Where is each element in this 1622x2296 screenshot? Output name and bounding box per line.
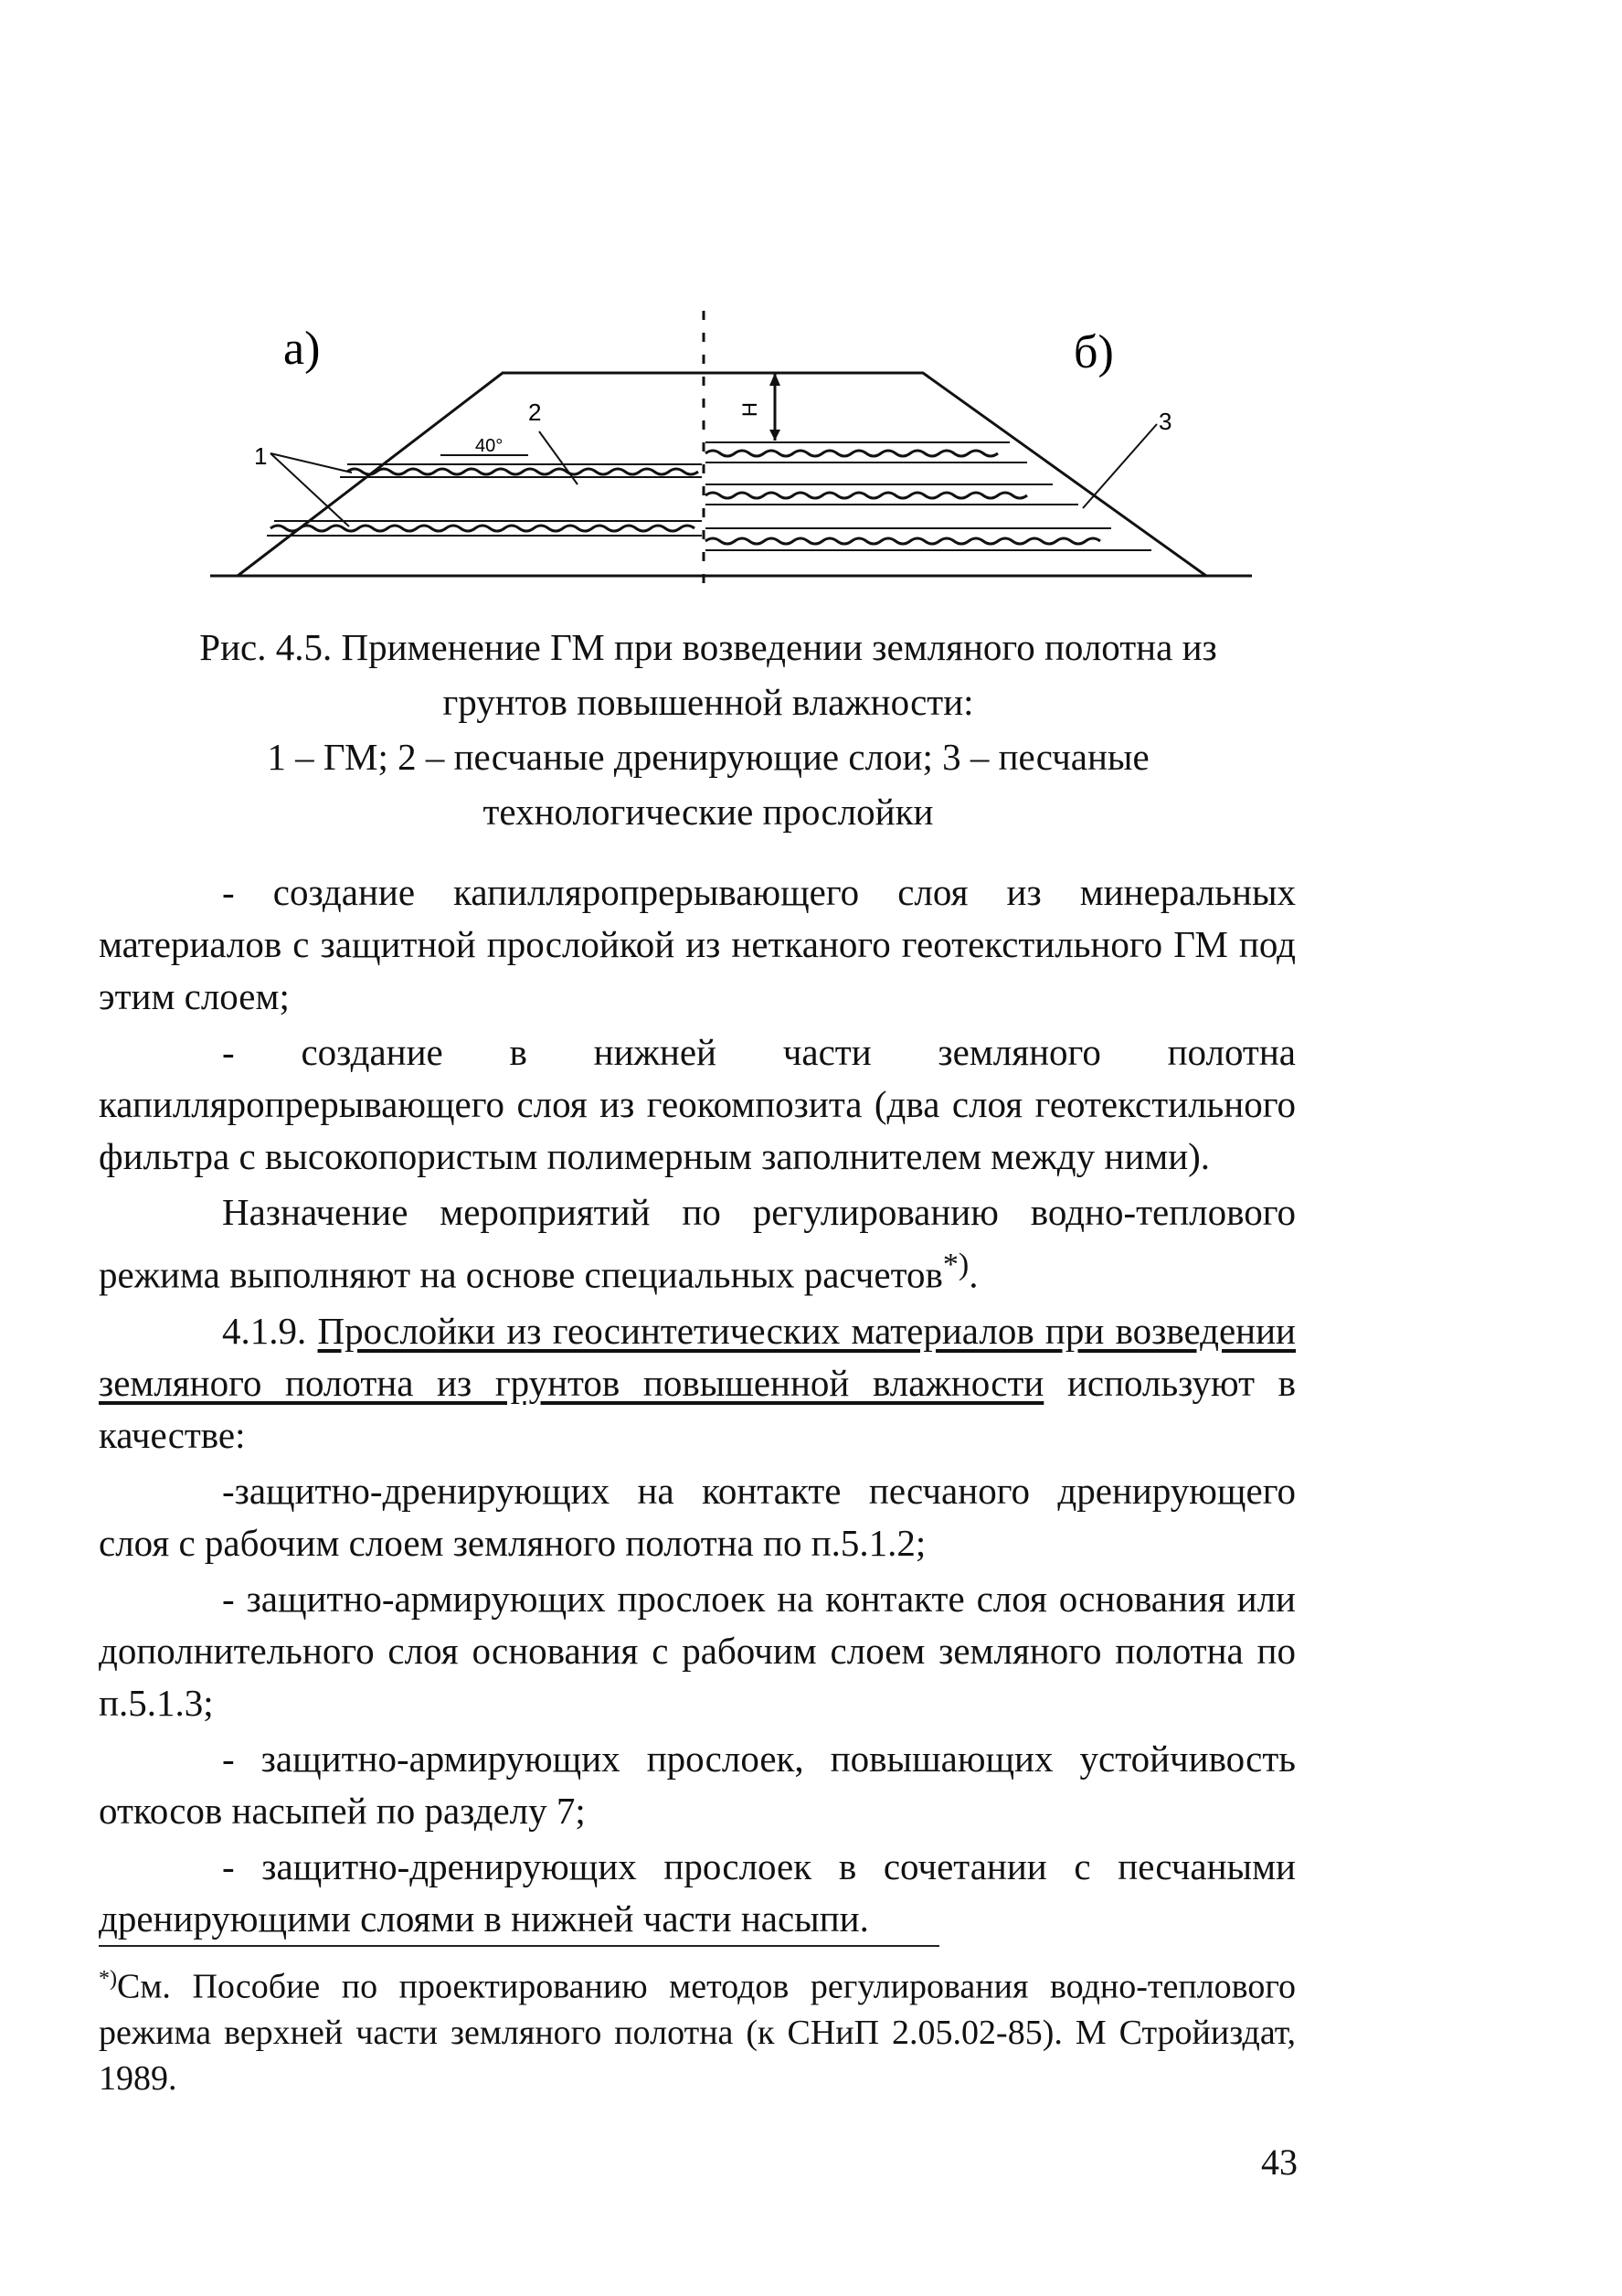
callout-1: 1 [254, 442, 268, 470]
section-number: 4.1.9. [222, 1309, 318, 1352]
section-rest: используют в качестве: [99, 1361, 1297, 1456]
paragraph-capillary-layer: - создание капилляропрерывающего слоя из минеральных материалов с защитной прослойкой из нетканого геотекстильного ГМ под этим слоем; [99, 871, 1296, 1017]
list-item-reinforcement-base: - защитно-армирующих прослоек на контакте слоя основания или дополнительного слоя основания с рабочим слоем земляного полотна по п.5.1.3; [99, 1577, 1296, 1724]
figure-label-a: а) [283, 323, 321, 375]
caption-line-2: грунтов повышенной влажности: [442, 681, 974, 723]
embankment-figure [183, 302, 1279, 603]
figure-caption [101, 620, 1316, 839]
list-item-reinforcement-slopes: - защитно-армирующих прослоек, повышающих устойчивость откосов насыпей по разделу 7; [99, 1737, 1296, 1832]
paragraph-calculation-text: Назначение мероприятий по регулированию водно-теплового режима выполняют на основе специальных расчетов [99, 1191, 1296, 1296]
footnote [99, 1956, 1296, 2101]
callout-3: 3 [1159, 408, 1172, 435]
paragraph-calculation-end: . [969, 1253, 979, 1296]
callout-2: 2 [528, 399, 542, 426]
footnote-reference: *) [942, 1248, 970, 1281]
body-text [99, 866, 1296, 1949]
caption-line-4: технологические прослойки [482, 791, 934, 833]
embankment-cross-section [183, 302, 1279, 603]
paragraph-calculation [99, 1186, 1296, 1302]
caption-line-1: Рис. 4.5. Применение ГМ при возведении земляного полотна из [199, 626, 1217, 668]
section-4-1-9 [99, 1305, 1296, 1462]
list-item-drainage-sand: - защитно-дренирующих прослоек в сочетании с песчаными дренирующими слоями в нижней части насыпи. [99, 1844, 1296, 1940]
footnote-divider [99, 1945, 939, 1947]
list-item-drainage: -защитно-дренирующих на контакте песчаного дренирующего слоя с рабочим слоем земляного полотна по п.5.1.2; [99, 1469, 1296, 1564]
footnote-mark: *) [99, 1967, 117, 1991]
figure-label-b: б) [1074, 326, 1114, 378]
angle-label: 40° [475, 436, 504, 456]
footnote-text: См. Пособие по проектированию методов регулирования водно-теплового режима верхней части земляного полотна (к СНиП 2.05.02-85). М Стройиздат, 1989. [99, 1967, 1296, 2098]
height-label: H [738, 402, 761, 417]
section-heading-underlined: Прослойки из геосинтетических материалов при возведении земляного полотна из грунтов повышенной влажности [99, 1309, 1297, 1404]
paragraph-geocomposite: - создание в нижней части земляного полотна капилляропрерывающего слоя из геокомпозита (два слоя геотекстильного фильтра с высокопористым полимерным заполнителем между ними). [99, 1031, 1296, 1177]
page-number: 43 [1261, 2142, 1298, 2183]
caption-line-3: 1 – ГМ; 2 – песчаные дренирующие слои; 3 – песчаные [267, 736, 1150, 778]
